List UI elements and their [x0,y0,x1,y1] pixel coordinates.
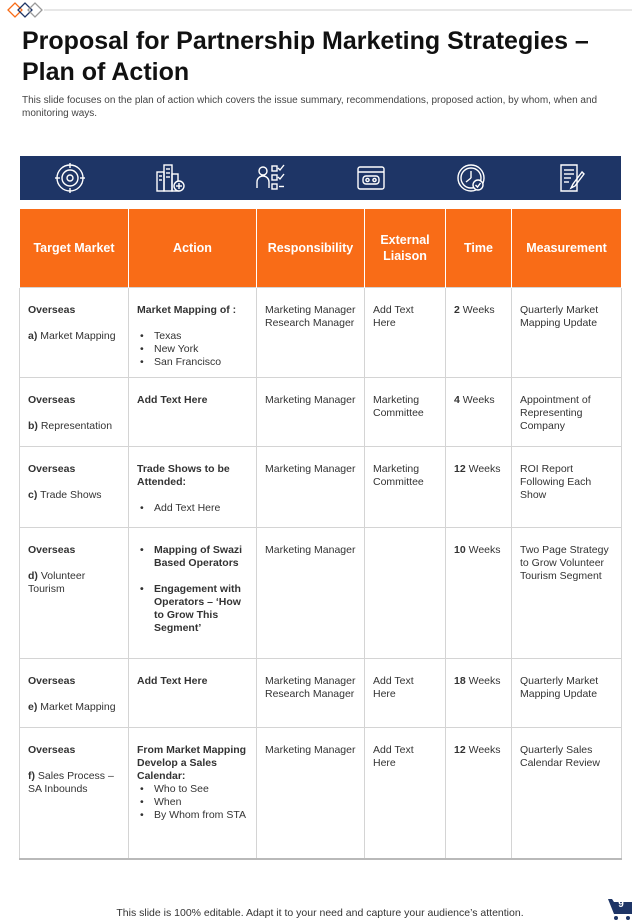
measurement-cell: Quarterly Market Mapping Update [512,659,622,728]
action-title: Add Text Here [137,394,208,406]
list-item: • San Francisco [137,356,248,369]
target-desc: b) Representation [28,420,113,432]
table-row [20,288,622,378]
list-item: • Who to See [137,783,248,796]
responsibility-cell: Marketing Manager Research Manager [257,659,365,728]
target-desc: a) Market Mapping [28,330,116,342]
icon-bar [20,156,621,200]
list-item: • When [137,796,248,809]
target-title: Overseas [28,394,76,406]
target-market-cell [20,659,129,728]
top-decoration [0,0,640,20]
table-row [20,528,622,659]
time-cell: 12 Weeks [446,728,512,859]
table-row [20,447,622,528]
action-title: From Market Mapping Develop a Sales Calendar: [137,744,247,782]
measurement-cell: Quarterly Market Mapping Update [512,288,622,378]
table-header-row [20,209,622,288]
liaison-cell: Marketing Committee [365,447,446,528]
measurement-cell: Two Page Strategy to Grow Volunteer Tourism Segment [512,528,622,659]
action-list [137,330,248,369]
target-desc: c) Trade Shows [28,489,102,501]
target-market-cell [20,728,129,859]
document-edit-icon [554,161,588,195]
target-title: Overseas [28,675,76,687]
target-desc: d) Volunteer Tourism [28,570,86,595]
action-cell [129,378,257,447]
liaison-cell [365,528,446,659]
header-time: Time [446,209,512,288]
footer-note: This slide is 100% editable. Adapt it to your need and capture your audience’s attention. [116,907,524,919]
page-title: Proposal for Partnership Marketing Strategies – Plan of Action [22,27,589,86]
target-market-cell [20,447,129,528]
list-item: • Texas [137,330,248,343]
target-desc: e) Market Mapping [28,701,116,713]
responsibility-cell: Marketing Manager [257,728,365,859]
header-target-market: Target Market [20,209,129,288]
action-title: Market Mapping of : [137,304,237,316]
responsibility-cell: Marketing Manager [257,447,365,528]
target-market-cell [20,528,129,659]
target-title: Overseas [28,304,76,316]
header-external-liaison: External Liaison [365,209,446,288]
header-responsibility: Responsibility [257,209,365,288]
target-icon [53,161,87,195]
time-cell: 2 Weeks [446,288,512,378]
target-title: Overseas [28,744,76,756]
action-cell [129,728,257,859]
target-market-cell [20,378,129,447]
liaison-cell: Add Text Here [365,659,446,728]
vr-headset-icon [354,161,388,195]
responsibility-cell: Marketing Manager [257,528,365,659]
list-item: • Engagement with Operators – ‘How to Grow This Segment’ [137,583,248,635]
page-subtitle: This slide focuses on the plan of action which covers the issue summary, recommendations, proposed action, by whom, when and monitoring ways. [22,95,598,119]
clock-check-icon [454,161,488,195]
list-item: • By Whom from STA [137,809,248,822]
header-action: Action [129,209,257,288]
list-item: • New York [137,343,248,356]
action-cell [129,659,257,728]
measurement-cell: Quarterly Sales Calendar Review [512,728,622,859]
liaison-cell: Add Text Here [365,288,446,378]
measurement-cell: Appointment of Representing Company [512,378,622,447]
time-cell: 10 Weeks [446,528,512,659]
table-row [20,659,622,728]
target-title: Overseas [28,463,76,475]
responsibility-cell: Marketing Manager [257,378,365,447]
plan-table [19,209,622,860]
action-cell [129,528,257,659]
liaison-cell: Marketing Committee [365,378,446,447]
city-buildings-icon [153,161,187,195]
action-title: Add Text Here [137,675,208,687]
time-cell: 18 Weeks [446,659,512,728]
action-list [137,783,248,822]
header-measurement: Measurement [512,209,622,288]
target-title: Overseas [28,544,76,556]
action-cell [129,288,257,378]
liaison-cell: Add Text Here [365,728,446,859]
responsibility-cell: Marketing Manager Research Manager [257,288,365,378]
target-desc: f) Sales Process – SA Inbounds [28,770,114,795]
team-checklist-icon [253,161,287,195]
time-cell: 4 Weeks [446,378,512,447]
table-row [20,728,622,859]
action-list [137,544,248,635]
measurement-cell: ROI Report Following Each Show [512,447,622,528]
action-cell [129,447,257,528]
list-item: • Mapping of Swazi Based Operators [137,544,248,570]
page-number: 9 [618,899,624,910]
action-list [137,502,248,515]
target-market-cell [20,288,129,378]
table-row [20,378,622,447]
time-cell: 12 Weeks [446,447,512,528]
action-title: Trade Shows to be Attended: [137,463,230,488]
list-item: • Add Text Here [137,502,248,515]
